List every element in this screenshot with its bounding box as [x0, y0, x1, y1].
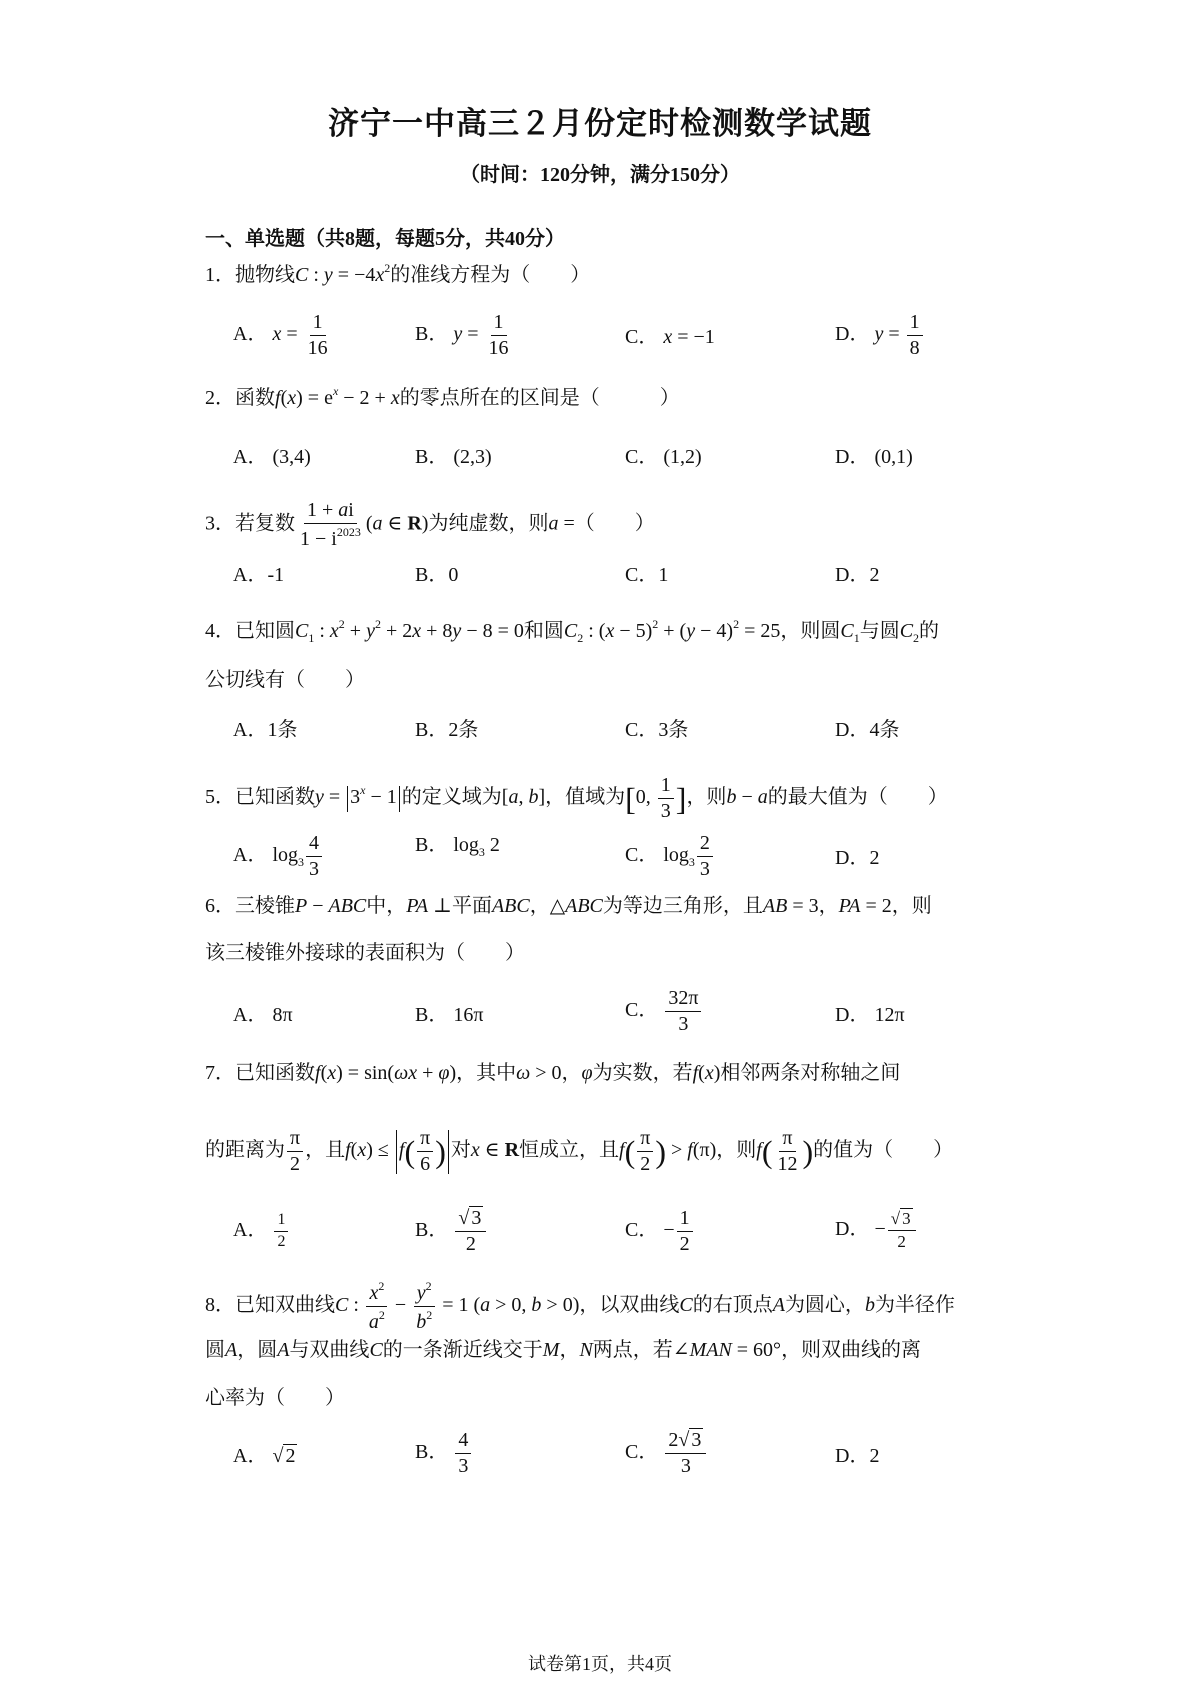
q7-option-c[interactable]: C． − $\frac{1}{2}$: [625, 1208, 695, 1255]
question-8-line-2: 圆A，圆A与双曲线C的一条渐近线交于M，N两点，若∠MAN = 60°，则双曲线的离: [205, 1339, 922, 1361]
q8-option-b[interactable]: B． $\frac{4}{3}$: [415, 1430, 473, 1477]
question-7-line-2: 的距离为 $\frac{\pi}{2}$ ，且f(x) ≤ f( $\frac{\pi}{6}$ ) 对x ∈ R恒成立，且f( $\frac{\pi}{2}$ ) > f(π)，则f( $\frac{\pi}{12}$ )的值为（ ）: [205, 1127, 954, 1175]
q8-option-a[interactable]: A． √ 2: [233, 1445, 296, 1467]
question-4: 4．已知圆$C_1$ : $x^2 + y^2 + 2x + 8y - 8 = 0$和圆$C_2$ : $(x - 5)^2 + (y - 4)^2 = 25$，则圆$C_1$与圆$C_2$的: [205, 617, 940, 645]
q7-option-a[interactable]: A． $\frac{1}{2}$: [233, 1212, 290, 1251]
question-6-line-2: 该三棱锥外接球的表面积为（ ）: [205, 942, 525, 964]
q7-option-b[interactable]: B． $\frac{√ 3}{2}$: [415, 1208, 488, 1255]
q3-option-c[interactable]: C．1: [625, 564, 669, 586]
question-3: 3．若复数 $\frac{1 + ai}{1 - i^{2023}}$ (a ∈ R)为纯虚数，则a =（ ）: [205, 499, 655, 550]
q5-option-b[interactable]: B． $\log_3 2$: [415, 834, 500, 859]
q3-option-a[interactable]: A．-1: [233, 564, 285, 586]
q6-option-a[interactable]: A． 8π: [233, 1004, 293, 1026]
question-8: 8．已知双曲线C : $\frac{x^2}{a^2}$ − $\frac{y^2}{b^2}$ = 1 (a > 0, b > 0)，以双曲线C的右顶点A为圆心，b为半径作: [205, 1279, 955, 1333]
q1-option-b[interactable]: B． y = $\frac{1}{16}$: [415, 311, 509, 359]
q2-option-a[interactable]: A． (3,4): [233, 446, 311, 468]
question-8-line-3: 心率为（ ）: [205, 1387, 345, 1409]
q5-option-d[interactable]: D．2: [835, 847, 880, 869]
page-title: 济宁一中高三２月份定时检测数学试题: [328, 106, 872, 141]
question-7: 7．已知函数f(x) = sin(ωx + φ)，其中ω > 0，φ为实数，若f(x)相邻两条对称轴之间: [205, 1062, 901, 1084]
q6-option-c[interactable]: C． $\frac{32\pi}{3}$: [625, 988, 703, 1035]
q3-option-b[interactable]: B．0: [415, 564, 459, 586]
q7-option-d[interactable]: D． − $\frac{√ 3}{2}$: [835, 1210, 918, 1251]
question-2: 2．函数$f(x) = e^x - 2 + x$的零点所在的区间是（ ）: [205, 384, 680, 409]
q4-option-d[interactable]: D．4条: [835, 719, 900, 741]
q4-option-a[interactable]: A．1条: [233, 719, 298, 741]
q3-option-d[interactable]: D．2: [835, 564, 880, 586]
q6-option-b[interactable]: B． 16π: [415, 1004, 484, 1026]
q4-option-b[interactable]: B．2条: [415, 719, 479, 741]
q8-option-d[interactable]: D．2: [835, 1445, 880, 1467]
q1-option-a[interactable]: A． x = $\frac{1}{16}$: [233, 311, 328, 359]
q1-option-d[interactable]: D． y = $\frac{1}{8}$: [835, 312, 925, 359]
q2-option-d[interactable]: D． (0,1): [835, 446, 913, 468]
q8-option-c[interactable]: C． $\frac{2√ 3}{3}$: [625, 1430, 708, 1477]
q2-option-c[interactable]: C． (1,2): [625, 446, 702, 468]
q5-option-a[interactable]: A． $\log_3$ $\frac{4}{3}$: [233, 833, 324, 880]
question-4-line-2: 公切线有（ ）: [205, 669, 365, 691]
section-heading: 一、单选题（共8题，每题5分，共40分）: [205, 228, 565, 250]
question-1: 1．抛物线C : $y = -4x^2$的准线方程为（ ）: [205, 261, 591, 286]
q1-option-c[interactable]: C． x = −1: [625, 326, 715, 348]
question-6: 6．三棱锥P − ABC中，PA ⊥平面ABC，△ABC为等边三角形，且AB = 3，PA = 2，则: [205, 895, 932, 917]
q4-option-c[interactable]: C．3条: [625, 719, 689, 741]
q6-option-d[interactable]: D． 12π: [835, 1004, 905, 1026]
q2-option-b[interactable]: B． (2,3): [415, 446, 492, 468]
page-footer: 试卷第1页，共4页: [528, 1654, 672, 1674]
exam-info: （时间：120分钟，满分150分）: [460, 164, 740, 186]
question-5: 5．已知函数$y = 3^x - 1$ 的定义域为[a, b]，值域为[0, $\frac{1}{3}$ ]，则b − a的最大值为（ ）: [205, 774, 948, 822]
q5-option-c[interactable]: C． $\log_3$ $\frac{2}{3}$: [625, 833, 715, 880]
